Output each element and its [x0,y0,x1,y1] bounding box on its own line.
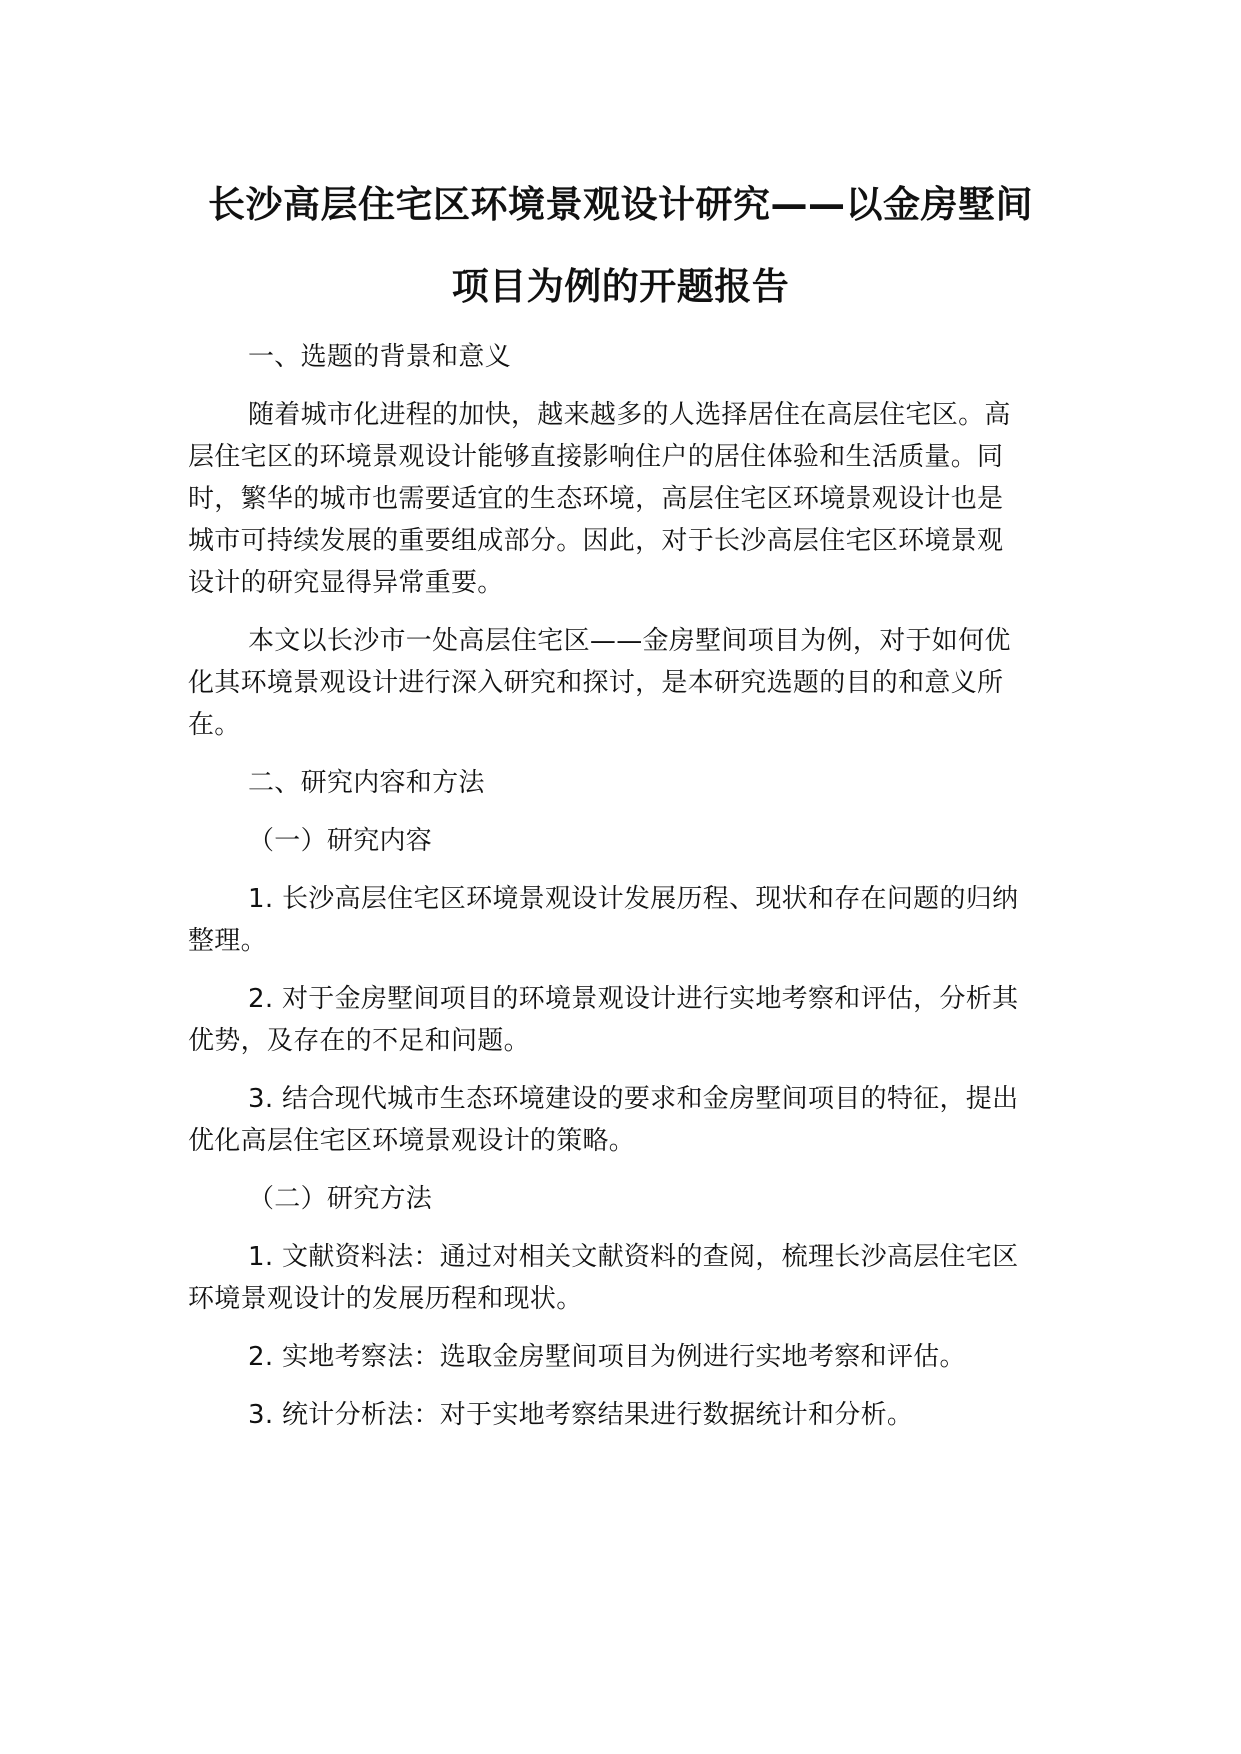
list-item-line: 3. 统计分析法：对于实地考察结果进行数据统计和分析。 [248,1400,914,1430]
list-item-line: 1. 文献资料法：通过对相关文献资料的查阅，梳理长沙高层住宅区 [248,1242,1019,1272]
document-title-line-2: 项目为例的开题报告 [451,265,790,308]
section-heading-content-methods: 二、研究内容和方法 [248,768,485,798]
list-item-line: 优化高层住宅区环境景观设计的策略。 [188,1126,636,1156]
subsection-heading-content: （一）研究内容 [248,826,433,856]
list-item-line: 整理。 [188,926,267,956]
subsection-heading-methods: （二）研究方法 [248,1184,433,1214]
list-item-line: 2. 对于金房墅间项目的环境景观设计进行实地考察和评估，分析其 [248,984,1019,1014]
list-item-line: 2. 实地考察法：选取金房墅间项目为例进行实地考察和评估。 [248,1342,966,1372]
section-heading-background: 一、选题的背景和意义 [248,342,512,372]
paragraph-line: 设计的研究显得异常重要。 [188,568,504,598]
paragraph-line: 随着城市化进程的加快，越来越多的人选择居住在高层住宅区。高 [248,400,1011,430]
list-item-line: 优势，及存在的不足和问题。 [188,1026,530,1056]
paragraph-line: 在。 [188,710,241,740]
paragraph-line: 层住宅区的环境景观设计能够直接影响住户的居住体验和生活质量。同 [188,442,1004,472]
list-item-line: 1. 长沙高层住宅区环境景观设计发展历程、现状和存在问题的归纳 [248,884,1019,914]
paragraph-line: 化其环境景观设计进行深入研究和探讨，是本研究选题的目的和意义所 [188,668,1004,698]
paragraph-line: 时，繁华的城市也需要适宜的生态环境，高层住宅区环境景观设计也是 [188,484,1004,514]
paragraph-line: 本文以长沙市一处高层住宅区——金房墅间项目为例，对于如何优 [248,626,1011,656]
list-item-line: 3. 结合现代城市生态环境建设的要求和金房墅间项目的特征，提出 [248,1084,1019,1114]
document-title-line-1: 长沙高层住宅区环境景观设计研究——以金房墅间 [208,183,1033,226]
paragraph-line: 城市可持续发展的重要组成部分。因此，对于长沙高层住宅区环境景观 [188,526,1004,556]
list-item-line: 环境景观设计的发展历程和现状。 [188,1284,583,1314]
